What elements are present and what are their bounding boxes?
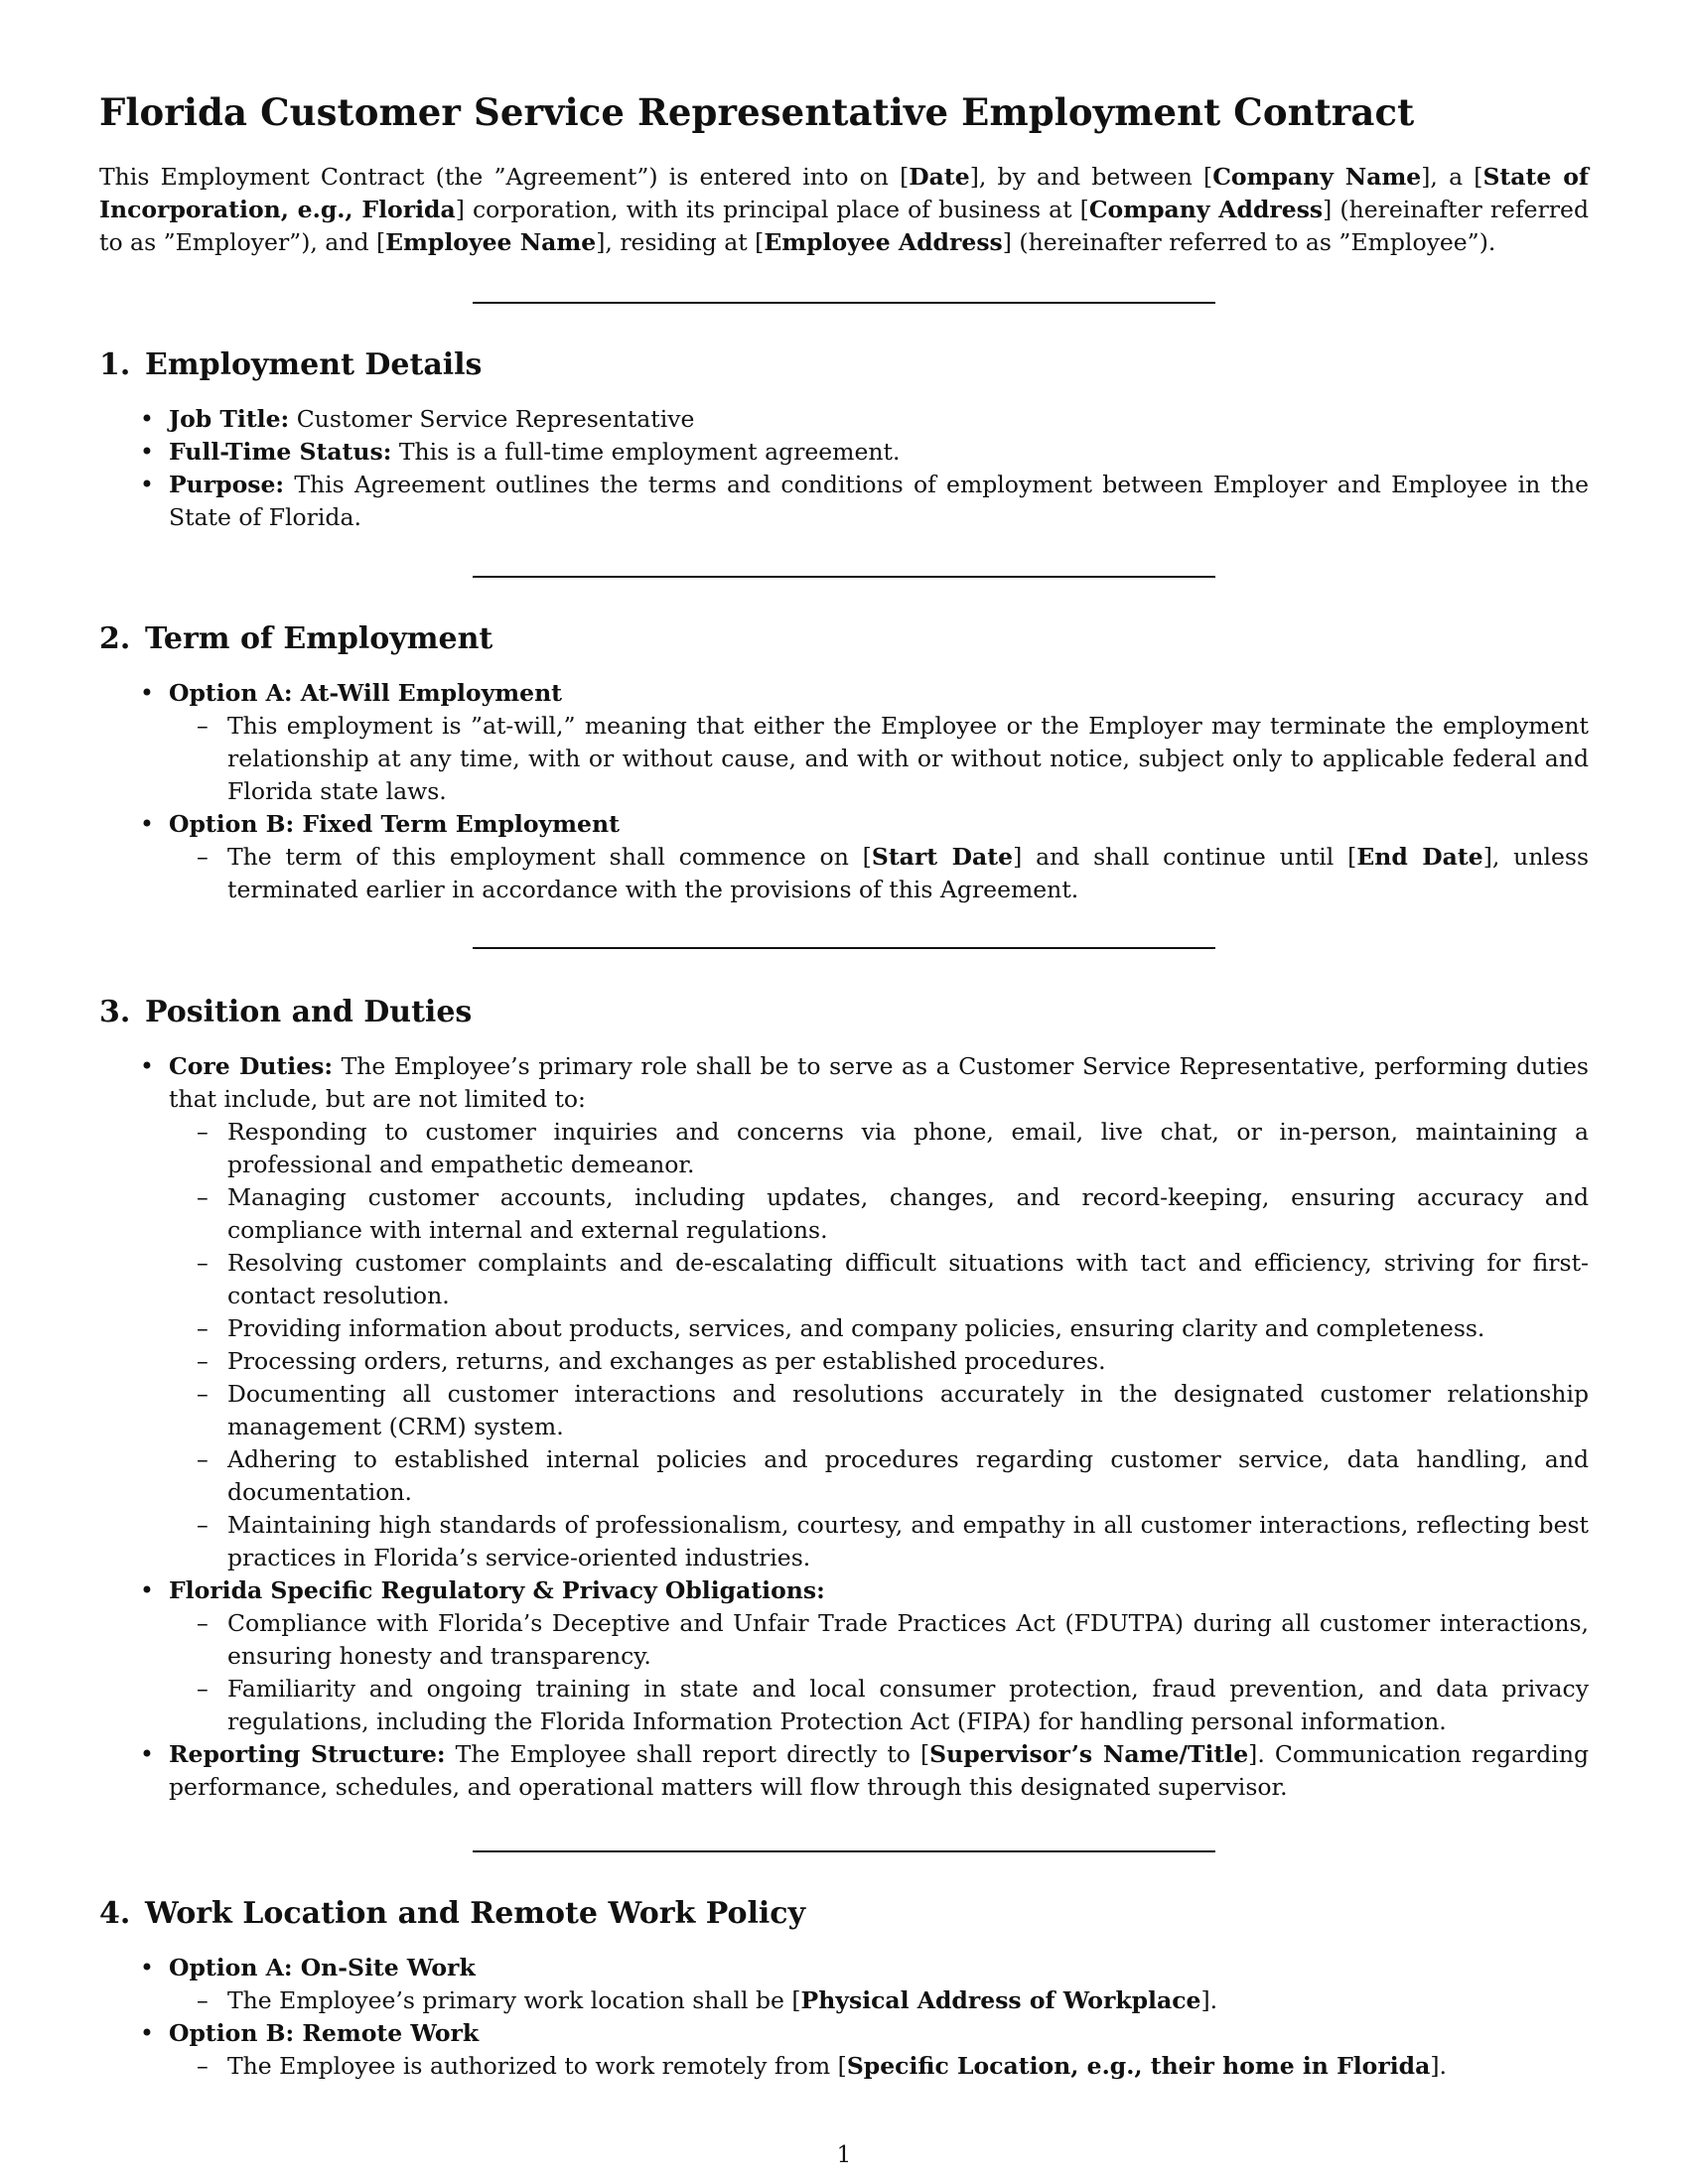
text-run: Responding to customer inquiries and concerns via phone, email, live chat, or in-person, maintaining a professional and empathetic demeanor. [227,1118,1589,1178]
placeholder-field: Employee Name [385,228,597,256]
item-label: Reporting Structure: [169,1740,446,1768]
text-run: Documenting all customer interactions and resolutions accurately in the designated customer relationship management (CRM) system. [227,1380,1589,1440]
text-run: This employment is ”at-will,” meaning that either the Employee or the Employer may terminate the employment relationship at any time, with or without cause, and with or without notice, subject only to applicable federal and Florida state laws. [227,712,1589,805]
sub-list-item [169,1443,1589,1509]
section-number: 1. [99,347,131,382]
item-label: Full-Time Status: [169,438,392,466]
section-title: Position and Duties [145,995,473,1029]
bullet-icon: • [139,1954,155,1981]
dash-icon: – [197,1445,209,1473]
text-run: ]. Communication regarding performance, schedules, and operational matters will flow through this designated supervisor. [169,1740,1589,1801]
item-label: Option B: Fixed Term Employment [169,810,620,838]
text-run: Maintaining high standards of professionalism, courtesy, and empathy in all customer interactions, reflecting best practices in Florida’s service-oriented industries. [227,1511,1589,1571]
sub-list [169,710,1589,808]
section-heading-position-and-duties [99,993,472,1032]
item-label: Core Duties: [169,1052,334,1080]
placeholder-field: Supervisor’s Name/Title [929,1740,1249,1768]
dash-icon: – [197,1609,209,1637]
intro-paragraph [99,161,1589,259]
list-item [99,469,1589,534]
sub-list-item [169,1673,1589,1738]
text-run: The Employee’s primary work location shall be [ [227,1986,801,2014]
placeholder-field: Physical Address of Workplace [800,1986,1201,2014]
list-item [99,1738,1589,1804]
sub-list-item [169,841,1589,906]
dash-icon: – [197,712,209,740]
sub-list-item [169,1509,1589,1574]
section-list [99,677,1589,906]
section-heading-employment-details [99,345,482,385]
list-item [99,1050,1589,1574]
section-divider [473,947,1215,949]
sub-list [169,2050,1589,2083]
list-item [99,436,1589,469]
section-list [99,1050,1589,1804]
bullet-icon: • [139,1052,155,1080]
placeholder-field: Start Date [871,843,1014,871]
sub-list-item [169,1984,1589,2017]
dash-icon: – [197,1511,209,1539]
sub-list [169,1116,1589,1574]
section-number: 3. [99,995,131,1029]
bullet-icon: • [139,438,155,466]
section-divider [473,576,1215,578]
list-item [99,808,1589,906]
text-run: This Agreement outlines the terms and conditions of employment between Employer and Employee in the State of Florida. [169,471,1589,531]
placeholder-field: Specific Location, e.g., their home in Florida [846,2052,1431,2080]
text-run: Compliance with Florida’s Deceptive and Unfair Trade Practices Act (FDUTPA) during all customer interactions, ensuring honesty and transparency. [227,1609,1589,1670]
dash-icon: – [197,843,209,871]
item-label: Job Title: [169,405,290,433]
text-run: The term of this employment shall commence on [ [227,843,872,871]
text-run: ] corporation, with its principal place of business at [ [455,196,1089,223]
sub-list [169,841,1589,906]
section-heading-work-location [99,1894,805,1934]
bullet-icon: • [139,1740,155,1768]
sub-list-item [169,1312,1589,1345]
list-item [99,1574,1589,1738]
sub-list-item [169,2050,1589,2083]
placeholder-field: Company Address [1088,196,1324,223]
sub-list [169,1984,1589,2017]
dash-icon: – [197,1347,209,1375]
list-item [99,677,1589,808]
placeholder-field: State of Incorporation, e.g., Florida [99,163,1589,223]
section-heading-term-of-employment [99,619,492,659]
text-run: ], by and between [ [969,163,1213,191]
bullet-icon: • [139,405,155,433]
section-title: Term of Employment [145,621,493,656]
list-item [99,1952,1589,2017]
text-run: Customer Service Representative [289,405,695,433]
section-divider [473,1850,1215,1852]
text-run: Managing customer accounts, including updates, changes, and record-keeping, ensuring accuracy and compliance with internal and external regulations. [227,1183,1589,1244]
text-run: ] (hereinafter referred to as ”Employer”), and [ [99,196,1589,256]
sub-list-item [169,1116,1589,1181]
section-number: 2. [99,621,131,656]
text-run: Resolving customer complaints and de-escalating difficult situations with tact and efficiency, striving for first-contact resolution. [227,1249,1589,1309]
section-list [99,1952,1589,2083]
dash-icon: – [197,1183,209,1211]
text-run: ], residing at [ [596,228,765,256]
dash-icon: – [197,1986,209,2014]
bullet-icon: • [139,810,155,838]
text-run: Processing orders, returns, and exchanges as per established procedures. [227,1347,1106,1375]
sub-list-item [169,1247,1589,1312]
text-run: ], a [ [1421,163,1483,191]
document-title: Florida Customer Service Representative Employment Contract [99,90,1415,134]
section-divider [473,302,1215,304]
text-run: The Employee shall report directly to [ [445,1740,930,1768]
dash-icon: – [197,1314,209,1342]
dash-icon: – [197,2052,209,2080]
text-run: ]. [1200,1986,1218,2014]
placeholder-field: Employee Address [764,228,1003,256]
text-run: Adhering to established internal policies and procedures regarding customer service, data handling, and documentation. [227,1445,1589,1506]
list-item [99,2017,1589,2083]
text-run: ] (hereinafter referred to as ”Employee”). [1002,228,1496,256]
section-title: Employment Details [145,347,483,382]
placeholder-field: Company Name [1212,163,1422,191]
item-label: Florida Specific Regulatory & Privacy Obligations: [169,1576,825,1604]
text-run: ] and shall continue until [ [1013,843,1357,871]
placeholder-field: Date [909,163,970,191]
section-title: Work Location and Remote Work Policy [145,1896,805,1931]
page-number: 1 [836,2142,852,2168]
text-run: The Employee is authorized to work remotely from [ [227,2052,847,2080]
dash-icon: – [197,1380,209,1408]
placeholder-field: End Date [1356,843,1483,871]
list-item [99,403,1589,436]
bullet-icon: • [139,679,155,707]
item-label: Option A: On-Site Work [169,1954,476,1981]
sub-list [169,1607,1589,1738]
dash-icon: – [197,1675,209,1703]
text-run: ]. [1430,2052,1447,2080]
text-run: This is a full-time employment agreement. [391,438,901,466]
text-run: Familiarity and ongoing training in state and local consumer protection, fraud prevention, and data privacy regulations, including the Florida Information Protection Act (FIPA) for handling personal information. [227,1675,1589,1735]
dash-icon: – [197,1118,209,1146]
item-label: Option A: At-Will Employment [169,679,563,707]
sub-list-item [169,1181,1589,1247]
sub-list-item [169,1607,1589,1673]
section-number: 4. [99,1896,131,1931]
text-run: Providing information about products, services, and company policies, ensuring clarity and completeness. [227,1314,1485,1342]
sub-list-item [169,1378,1589,1443]
sub-list-item [169,710,1589,808]
section-list [99,403,1589,534]
dash-icon: – [197,1249,209,1277]
text-run: ], unless terminated earlier in accordance with the provisions of this Agreement. [227,843,1589,903]
item-label: Purpose: [169,471,285,498]
text-run: This Employment Contract (the ”Agreement”) is entered into on [ [99,163,910,191]
sub-list-item [169,1345,1589,1378]
bullet-icon: • [139,2019,155,2047]
text-run: The Employee’s primary role shall be to serve as a Customer Service Representative, performing duties that include, but are not limited to: [169,1052,1589,1113]
bullet-icon: • [139,1576,155,1604]
item-label: Option B: Remote Work [169,2019,480,2047]
bullet-icon: • [139,471,155,498]
